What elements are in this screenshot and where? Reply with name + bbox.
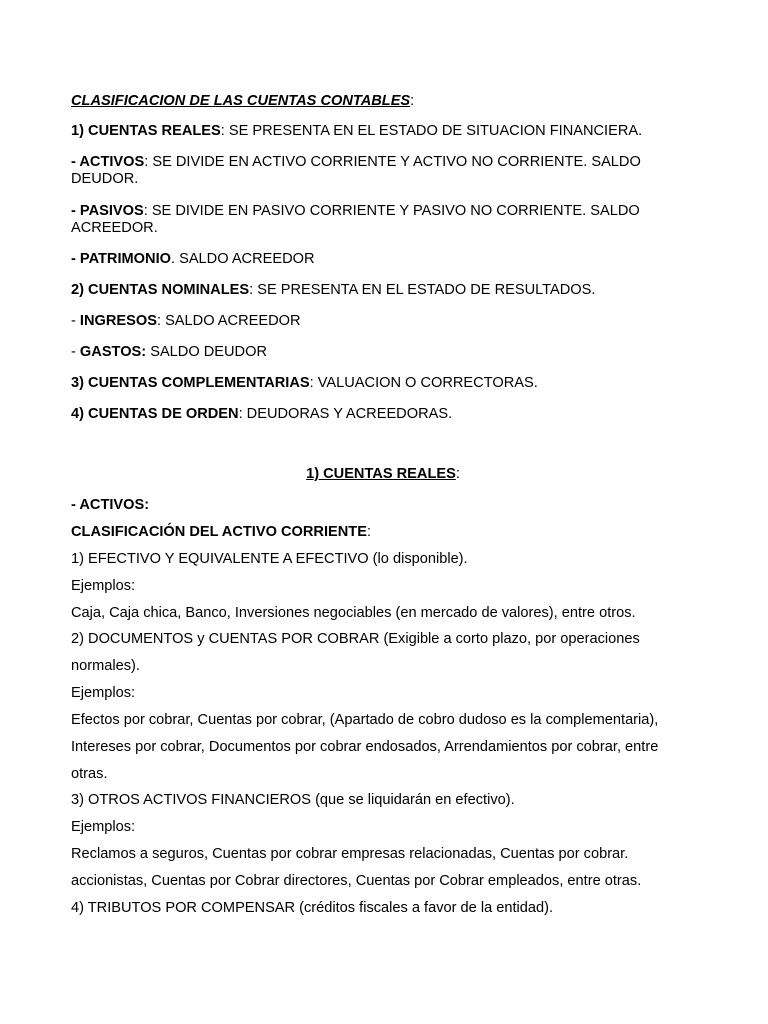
body-line: Ejemplos:: [71, 578, 136, 594]
summary-item: [71, 203, 691, 237]
body-line: 4) TRIBUTOS POR COMPENSAR (créditos fiscales a favor de la entidad).: [71, 900, 554, 916]
body-line: Reclamos a seguros, Cuentas por cobrar empresas relacionadas, Cuentas por cobrar.: [71, 846, 629, 862]
summary-item: [71, 123, 642, 140]
body-line: Caja, Caja chica, Banco, Inversiones negociables (en mercado de valores), entre otros.: [71, 605, 636, 621]
section-heading: 1) CUENTAS REALES: [306, 466, 456, 482]
summary-item-label: GASTOS:: [79, 344, 147, 360]
body-line: Ejemplos:: [71, 685, 136, 701]
section-heading-line: [71, 466, 695, 483]
summary-item-label: 3) CUENTAS COMPLEMENTARIAS: [71, 375, 310, 391]
body-line: Ejemplos:: [71, 819, 136, 835]
body-line: Efectos por cobrar, Cuentas por cobrar, (Apartado de cobro dudoso es la complementaria),: [71, 712, 659, 728]
summary-item-text: . SALDO ACREEDOR: [170, 251, 315, 267]
summary-item-prefix: -: [71, 313, 80, 329]
summary-item-label: - PASIVOS: [71, 203, 144, 219]
summary-item: [71, 313, 301, 330]
summary-item-text: : SALDO ACREEDOR: [156, 313, 301, 329]
summary-item-text: : VALUACION O CORRECTORAS.: [309, 375, 538, 391]
summary-item: [71, 154, 691, 188]
activos-heading: - ACTIVOS:: [71, 497, 150, 513]
summary-item-text: : SE DIVIDE EN ACTIVO CORRIENTE Y ACTIVO NO CORRIENTE. SALDO DEUDOR.: [71, 154, 641, 187]
activos-heading-line: [71, 497, 149, 514]
summary-item-label: 2) CUENTAS NOMINALES: [71, 282, 250, 298]
summary-item-label: - ACTIVOS: [71, 154, 145, 170]
summary-item-label: - PATRIMONIO: [71, 251, 171, 267]
body-line: accionistas, Cuentas por Cobrar directores, Cuentas por Cobrar empleados, entre otras.: [71, 873, 642, 889]
summary-item: [71, 344, 267, 361]
body-line: normales).: [71, 658, 140, 674]
summary-item-text: SALDO DEUDOR: [146, 344, 267, 360]
document-title-colon: :: [410, 93, 415, 109]
summary-item-text: : SE PRESENTA EN EL ESTADO DE SITUACION FINANCIERA.: [220, 123, 643, 139]
document-title: CLASIFICACION DE LAS CUENTAS CONTABLES: [71, 93, 411, 109]
body-line: 3) OTROS ACTIVOS FINANCIEROS (que se liquidarán en efectivo).: [71, 792, 515, 808]
summary-item-text: : SE DIVIDE EN PASIVO CORRIENTE Y PASIVO NO CORRIENTE. SALDO ACREEDOR.: [71, 203, 640, 236]
document-title-line: [71, 93, 414, 110]
body-line: Intereses por cobrar, Documentos por cobrar endosados, Arrendamientos por cobrar, entre: [71, 739, 659, 755]
body-line: 1) EFECTIVO Y EQUIVALENTE A EFECTIVO (lo disponible).: [71, 551, 468, 567]
clasificacion-heading: CLASIFICACIÓN DEL ACTIVO CORRIENTE: [71, 524, 367, 540]
summary-item-text: : SE PRESENTA EN EL ESTADO DE RESULTADOS.: [249, 282, 596, 298]
clasificacion-colon: :: [366, 524, 371, 540]
section-heading-colon: :: [455, 466, 460, 482]
summary-item: [71, 406, 452, 423]
summary-item-label: 4) CUENTAS DE ORDEN: [71, 406, 239, 422]
body-line: 2) DOCUMENTOS y CUENTAS POR COBRAR (Exigible a corto plazo, por operaciones: [71, 631, 640, 647]
body-line: otras.: [71, 766, 108, 782]
clasificacion-heading-line: [71, 524, 371, 541]
summary-item: [71, 251, 315, 268]
summary-item-label: INGRESOS: [79, 313, 157, 329]
summary-item: [71, 282, 595, 299]
summary-item-prefix: -: [71, 344, 80, 360]
summary-item-label: 1) CUENTAS REALES: [71, 123, 221, 139]
summary-item: [71, 375, 538, 392]
summary-item-text: : DEUDORAS Y ACREEDORAS.: [238, 406, 453, 422]
